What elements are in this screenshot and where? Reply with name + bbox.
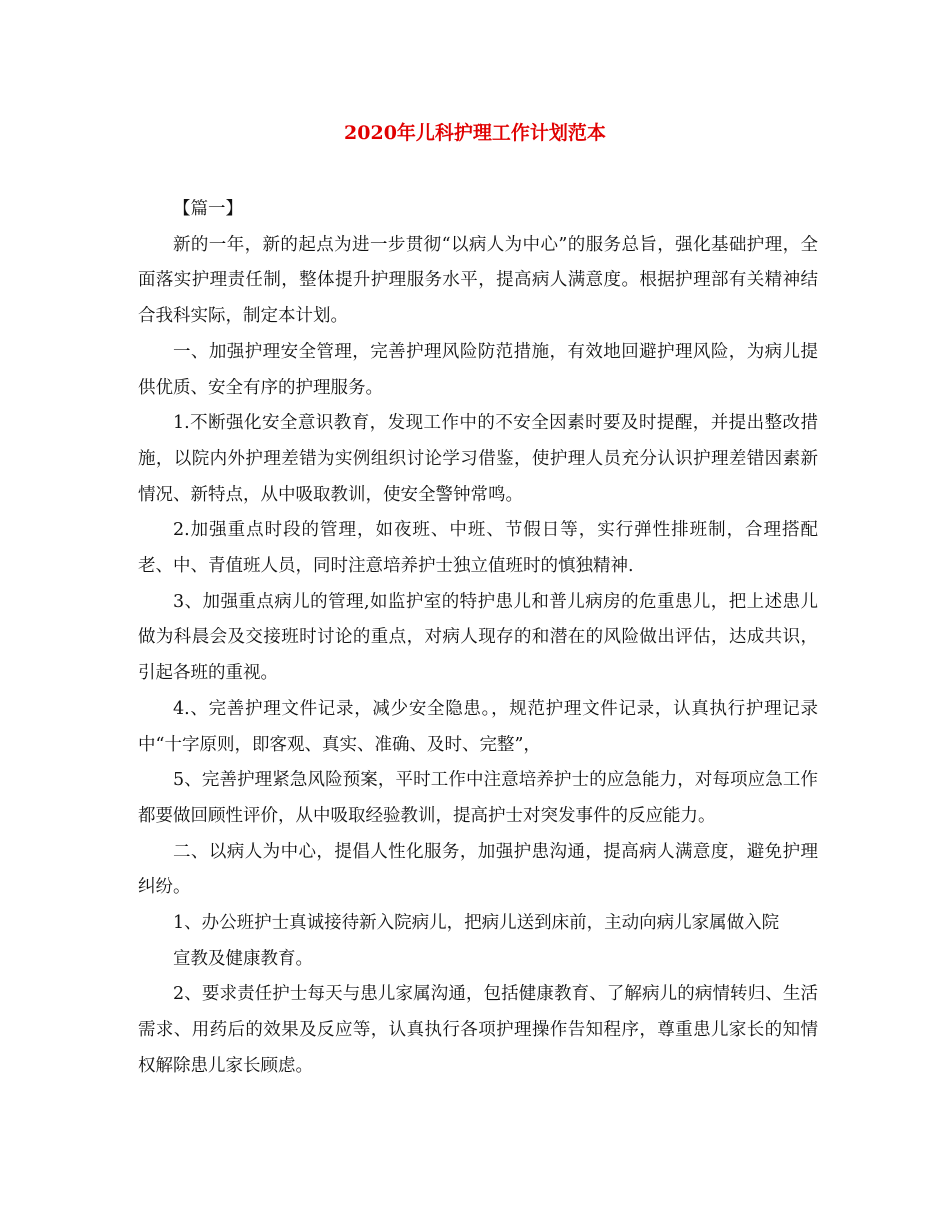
paragraph-intro: 新的一年，新的起点为进一步贯彻“以病人为中心”的服务总旨，强化基础护理，全面落实护理责任制，整体提升护理服务水平，提高病人满意度。根据护理部有关精神结合我科实际，制定本计划。 <box>138 234 818 327</box>
paragraph-item-2-1-continued: 宣教及健康教育。 <box>173 948 313 969</box>
paragraph-heading-1: 一、加强护理安全管理，完善护理风险防范措施，有效地回避护理风险，为病儿提供优质、安全有序的护理服务。 <box>138 341 818 398</box>
document-body <box>138 192 818 1085</box>
paragraph-item-1-4: 4.、完善护理文件记录，减少安全隐患。，规范护理文件记录，认真执行护理记录中“十字原则，即客观、真实、准确、及时、完整”， <box>138 698 818 755</box>
paragraph-item-1-5: 5、完善护理紧急风险预案，平时工作中注意培养护士的应急能力，对每项应急工作都要做回顾性评价，从中吸取经验教训，提高护士对突发事件的反应能力。 <box>138 770 818 826</box>
paragraph-item-1-1: 1.不断强化安全意识教育，发现工作中的不安全因素时要及时提醒，并提出整改措施，以院内外护理差错为实例组织讨论学习借鉴，使护理人员充分认识护理差错因素新情况、新特点，从中吸取教训，使安全警钟常鸣。 <box>138 413 818 505</box>
paragraph-heading-2: 二、以病人为中心，提倡人性化服务，加强护患沟通，提高病人满意度，避免护理纠纷。 <box>138 841 818 898</box>
section-tag: 【篇一】 <box>173 199 243 219</box>
paragraph-item-1-3: 3、加强重点病儿的管理,如监护室的特护患儿和普儿病房的危重患儿，把上述患儿做为科晨会及交接班时讨论的重点，对病人现存的和潜在的风险做出评估，达成共识，引起各班的重视。 <box>138 591 818 684</box>
document-title: 2020年儿科护理工作计划范本 <box>344 122 606 144</box>
paragraph-item-2-1: 1、办公班护士真诚接待新入院病儿，把病儿送到床前，主动向病儿家属做入院 <box>173 913 780 934</box>
paragraph-item-1-2: 2.加强重点时段的管理，如夜班、中班、节假日等，实行弹性排班制，合理搭配老、中、青值班人员，同时注意培养护士独立值班时的慎独精神. <box>138 520 818 577</box>
paragraph-item-2-2: 2、要求责任护士每天与患儿家属沟通，包括健康教育、了解病儿的病情转归、生活需求、用药后的效果及反应等，认真执行各项护理操作告知程序，尊重患儿家长的知情权解除患儿家长顾虑。 <box>138 984 818 1076</box>
